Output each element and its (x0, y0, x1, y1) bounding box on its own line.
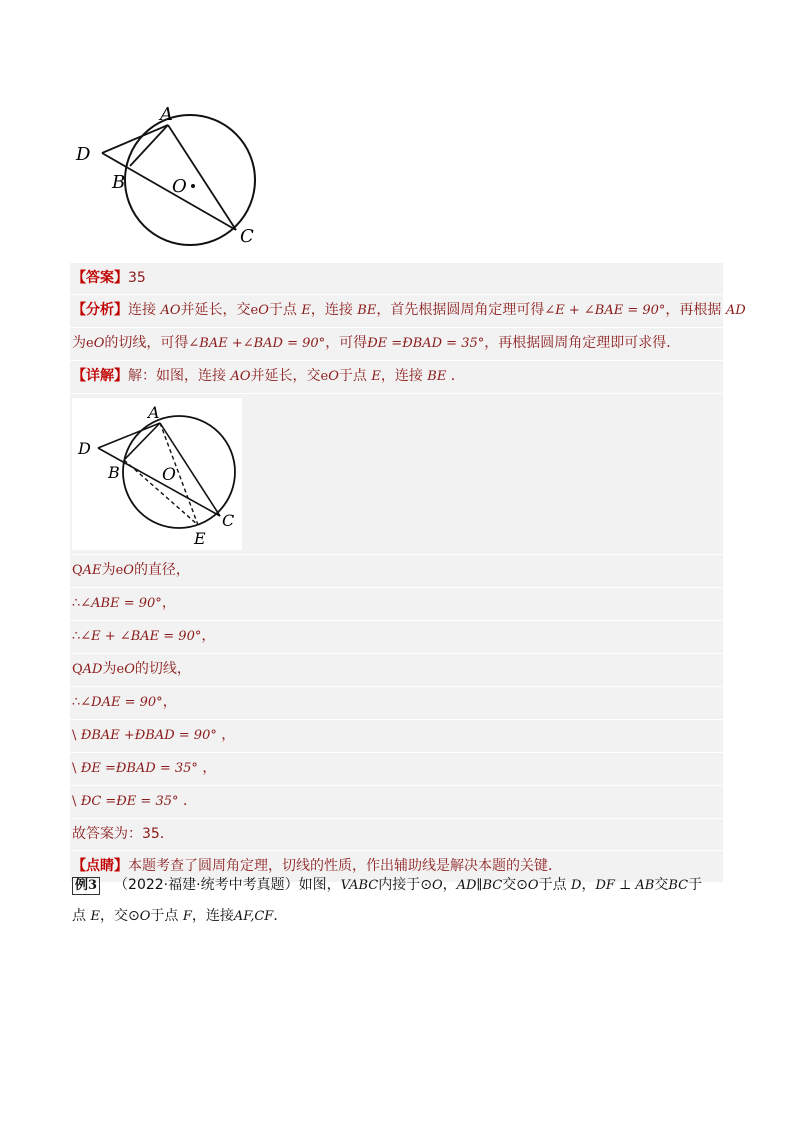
step-expr: AE (82, 563, 102, 578)
step-expr: AD (82, 662, 103, 677)
therefore-symbol: \ (72, 761, 77, 776)
comment-text: 本题考查了圆周角定理，切线的性质，作出辅助线是解决本题的关键． (128, 858, 562, 874)
math-parallel: AD∥BC (456, 878, 503, 893)
step-expr: ∠ABE = 90° (80, 596, 162, 611)
conclusion-text: 故答案为：35． (72, 826, 174, 842)
therefore-symbol: ∴ (72, 695, 81, 710)
label-o: O (162, 465, 176, 485)
label-o: O (172, 176, 187, 197)
step-text: 为 (101, 562, 116, 578)
label-d: D (76, 144, 91, 165)
example-text: 于点 (150, 908, 183, 924)
example-text: 点 (72, 908, 91, 924)
segment-be-dashed (124, 460, 198, 525)
math-o: O (124, 662, 135, 677)
step-text: ． (178, 793, 197, 809)
math-e: E (371, 369, 381, 384)
therefore-symbol: ∴ (72, 629, 81, 644)
step-7 (70, 753, 723, 786)
example-text: 于 (688, 877, 703, 893)
step-text: ， (201, 628, 216, 644)
analysis-text: ，连接 (310, 302, 358, 318)
math-o: O (328, 369, 339, 384)
step-text: ， (197, 760, 217, 776)
math-ao: AO (160, 303, 181, 318)
example-text: ， (442, 877, 457, 893)
analysis-line-2 (70, 328, 723, 361)
math-o: O (527, 878, 539, 893)
example-text: 内接于⊙ (378, 877, 432, 893)
therefore-symbol: ∴ (72, 596, 81, 611)
label-b: B (112, 172, 126, 193)
solution-block (70, 263, 746, 883)
math-o: O (258, 303, 269, 318)
detail-text: 解：如图，连接 (128, 368, 231, 384)
example-badge: 例3 (72, 877, 100, 895)
math-formula: ∠BAE +∠BAD = 90° (188, 336, 326, 351)
math-triangle: VABC (340, 878, 379, 893)
math-formula: ÐE =ÐBAD = 35° (367, 336, 485, 351)
because-symbol: Q (72, 662, 83, 677)
label-e: E (194, 529, 206, 548)
example-text: 交⊙ (502, 877, 528, 893)
segment-da (98, 423, 160, 448)
answer-tag: 【答案】 (72, 270, 128, 286)
analysis-text: ，首先根据圆周角定理可得 (376, 302, 545, 318)
analysis-text: 于点 (268, 302, 302, 318)
analysis-tag: 【分析】 (72, 302, 128, 318)
detail-text: ，连接 (380, 368, 428, 384)
detail-line (70, 361, 723, 394)
detail-text: ． (446, 368, 465, 384)
math-af-cf: AF,CF (233, 909, 274, 924)
segment-ab (124, 423, 160, 460)
math-o: O (93, 336, 105, 351)
example-text: （2022·福建·统考中考真题）如图， (114, 877, 341, 893)
step-5 (70, 687, 723, 720)
label-c: C (222, 511, 235, 530)
detail-text: 于点 (338, 368, 372, 384)
label-c: C (240, 226, 254, 247)
math-d: D (571, 878, 582, 893)
therefore-symbol: \ (72, 728, 77, 743)
example-text: ，交⊙ (99, 908, 140, 924)
figure-2-container (70, 394, 723, 555)
analysis-text: ，再根据圆周角定理即可求得． (484, 335, 681, 351)
math-e: E (301, 303, 311, 318)
answer-value: 35 (128, 270, 146, 286)
step-8 (70, 786, 723, 819)
math-be: BE (357, 303, 377, 318)
center-dot (191, 184, 195, 188)
step-4 (70, 654, 723, 687)
step-6 (70, 720, 723, 753)
detail-tag: 【详解】 (72, 368, 128, 384)
detail-text: 并延长，交 (250, 368, 321, 384)
step-3 (70, 621, 723, 654)
conclusion-line (70, 819, 723, 851)
example-text: ． (273, 908, 288, 924)
analysis-text: 并延长，交 (180, 302, 251, 318)
step-expr: ∠DAE = 90° (80, 695, 163, 710)
example-text: ， (581, 877, 596, 893)
example-3-line-2 (72, 901, 732, 932)
step-expr: ÐBAE +ÐBAD = 90° (80, 728, 217, 743)
analysis-text: ，再根据 (665, 302, 726, 318)
math-bc: BC (668, 878, 689, 893)
math-o: O (123, 563, 134, 578)
step-1 (70, 555, 723, 588)
figure-2-diagram (72, 398, 242, 550)
step-expr: ∠E + ∠BAE = 90° (80, 629, 202, 644)
label-b: B (108, 463, 120, 482)
label-a: A (160, 104, 173, 125)
because-symbol: Q (72, 563, 83, 578)
circle-symbol: e (320, 369, 329, 384)
circle-symbol: e (250, 303, 259, 318)
analysis-text: 的切线，可得 (104, 335, 189, 351)
step-2 (70, 588, 723, 621)
therefore-symbol: \ (72, 794, 77, 809)
answer-line (70, 263, 723, 295)
math-e: E (90, 909, 100, 924)
label-a: A (148, 403, 160, 422)
analysis-text: 连接 (128, 302, 161, 318)
math-ad: AD (725, 303, 746, 318)
segment-da (102, 125, 168, 153)
example-text: 交 (654, 877, 669, 893)
step-text: ， (162, 694, 177, 710)
example-3 (72, 870, 732, 932)
math-o: O (139, 909, 151, 924)
math-perp: DF ⊥ AB (595, 878, 655, 893)
comment-tag: 【点睛】 (72, 858, 128, 874)
example-3-line-1 (72, 870, 732, 901)
math-ao: AO (230, 369, 251, 384)
label-d: D (78, 439, 91, 458)
analysis-text: ，可得 (325, 335, 368, 351)
math-f: F (182, 909, 192, 924)
analysis-line-1 (70, 295, 746, 328)
segment-dc (98, 448, 220, 516)
circle-symbol: e (115, 563, 124, 578)
step-text: 为 (102, 661, 117, 677)
step-expr: ÐE =ÐBAD = 35° (80, 761, 198, 776)
step-text: ， (216, 727, 236, 743)
step-expr: ÐC =ÐE = 35° (80, 794, 179, 809)
math-formula: ∠E + ∠BAE = 90° (544, 303, 666, 318)
analysis-text: 为 (72, 335, 86, 351)
example-text: ，连接 (191, 908, 234, 924)
math-be: BE (427, 369, 447, 384)
circle-symbol: e (86, 336, 94, 351)
circle-symbol: e (116, 662, 125, 677)
math-o: O (431, 878, 443, 893)
step-text: 的切线， (134, 661, 191, 677)
step-text: 的直径， (133, 562, 190, 578)
figure-1-diagram (72, 100, 272, 250)
example-text: 于点 (538, 877, 572, 893)
step-text: ， (161, 595, 176, 611)
